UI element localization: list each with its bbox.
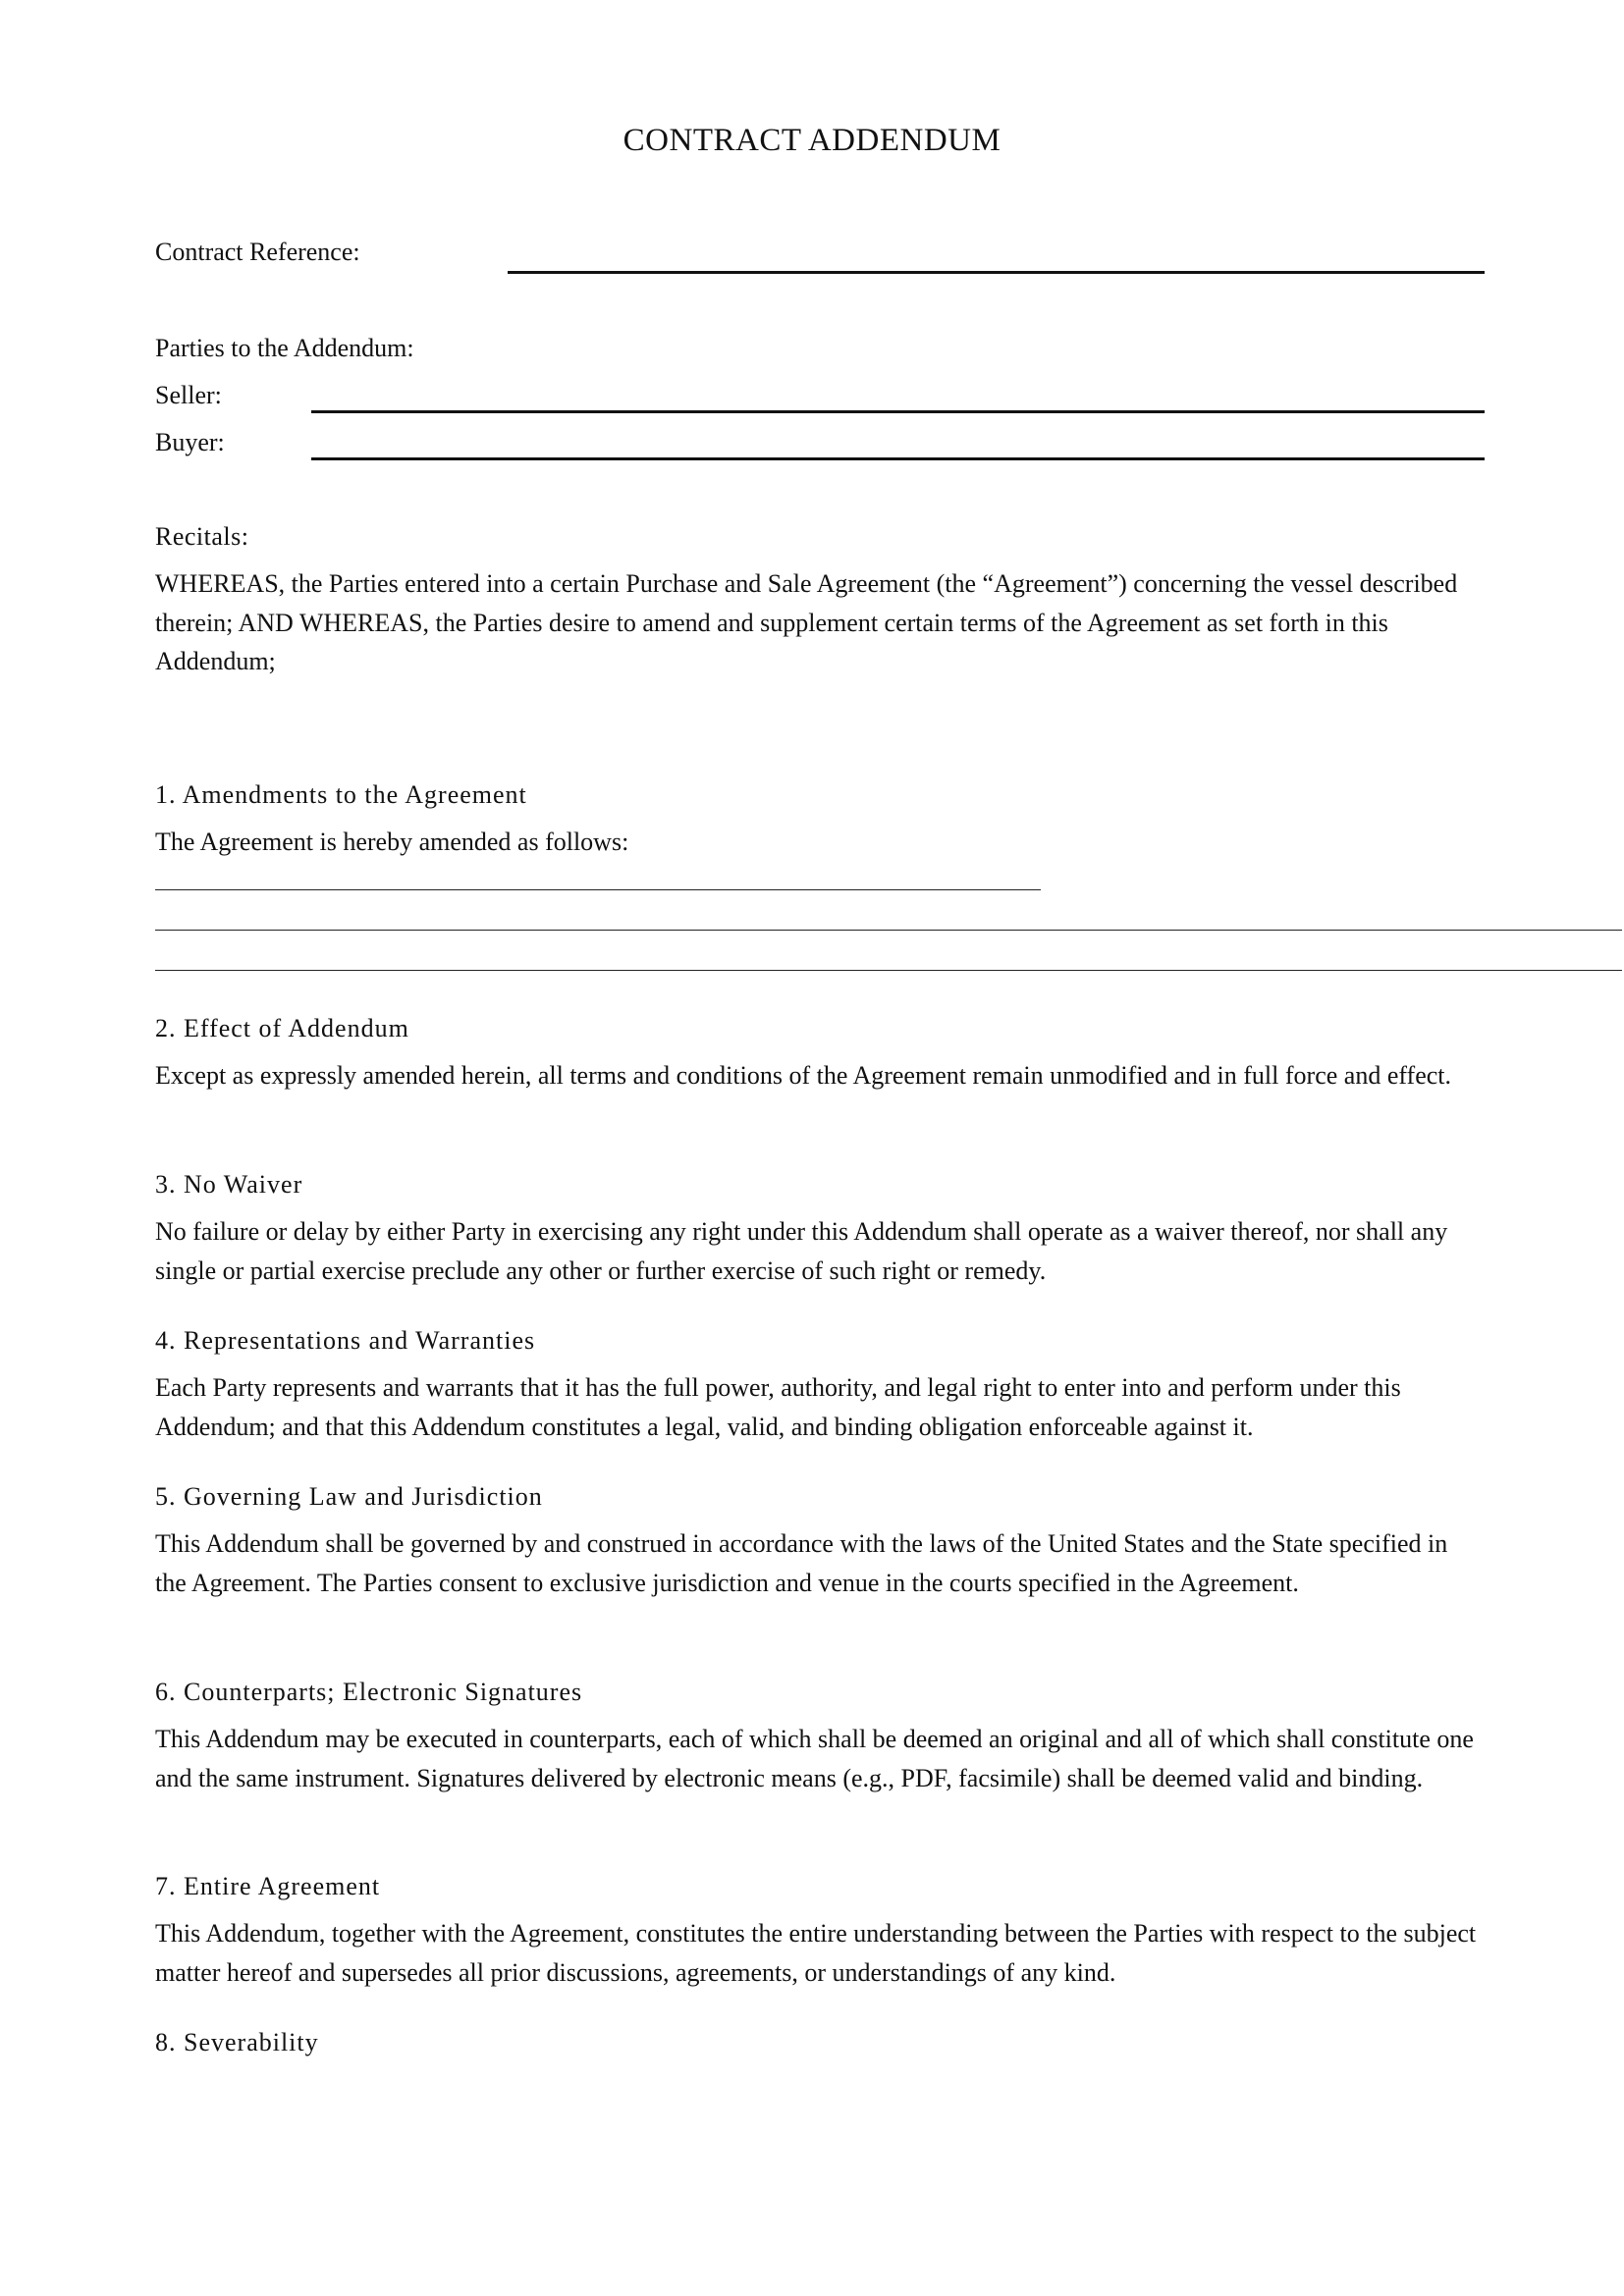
parties-label: Parties to the Addendum: (155, 334, 414, 362)
section-heading: 1. Amendments to the Agreement (155, 780, 527, 809)
section-heading: 7. Entire Agreement (155, 1872, 381, 1900)
section-body: This Addendum may be executed in counterparts, each of which shall be deemed an original and all of which shall constitute one and the same instrument. Signatures delivered by electronic means (e.g., PDF, facsimile) shall be deemed valid and binding. (155, 1725, 1474, 1792)
document-title: CONTRACT ADDENDUM (623, 123, 1001, 158)
section-body: The Agreement is hereby amended as follows: (155, 828, 629, 856)
section-heading: 5. Governing Law and Jurisdiction (155, 1482, 543, 1511)
amendment-line[interactable] (155, 930, 1622, 931)
recitals-text: WHEREAS, the Parties entered into a certain Purchase and Sale Agreement (the “Agreement”) concerning the vessel described therein; AND WHEREAS, the Parties desire to amend and supplement certain terms of the Agreement as set forth in this Addendum; (155, 569, 1458, 675)
seller-label: Seller: (155, 381, 222, 409)
buyer-field[interactable] (311, 457, 1485, 460)
buyer-label: Buyer: (155, 428, 225, 456)
section-body: No failure or delay by either Party in exercising any right under this Addendum shall operate as a waiver thereof, nor shall any single or partial exercise preclude any other or further exercise of such right or remedy. (155, 1217, 1448, 1285)
contract-reference-label: Contract Reference: (155, 238, 360, 266)
amendment-line[interactable] (155, 970, 1622, 971)
section-body: Except as expressly amended herein, all terms and conditions of the Agreement remain unmodified and in full force and effect. (155, 1061, 1452, 1090)
seller-field[interactable] (311, 410, 1485, 413)
section-heading: 8. Severability (155, 2028, 319, 2056)
recitals-label: Recitals: (155, 522, 249, 551)
amendment-line[interactable] (155, 889, 1041, 890)
contract-reference-field[interactable] (508, 271, 1485, 274)
section-body: This Addendum shall be governed by and construed in accordance with the laws of the United States and the State specified in the Agreement. The Parties consent to exclusive jurisdiction and venue in the courts specified in the Agreement. (155, 1529, 1448, 1597)
section-heading: 4. Representations and Warranties (155, 1326, 536, 1355)
section-heading: 3. No Waiver (155, 1170, 303, 1199)
section-heading: 6. Counterparts; Electronic Signatures (155, 1678, 583, 1706)
section-heading: 2. Effect of Addendum (155, 1014, 409, 1042)
section-body: This Addendum, together with the Agreement, constitutes the entire understanding between the Parties with respect to the subject matter hereof and supersedes all prior discussions, agreements, or understandings of any kind. (155, 1919, 1477, 1987)
section-body: Each Party represents and warrants that it has the full power, authority, and legal right to enter into and perform under this Addendum; and that this Addendum constitutes a legal, valid, and binding obligation enforceable against it. (155, 1373, 1401, 1441)
